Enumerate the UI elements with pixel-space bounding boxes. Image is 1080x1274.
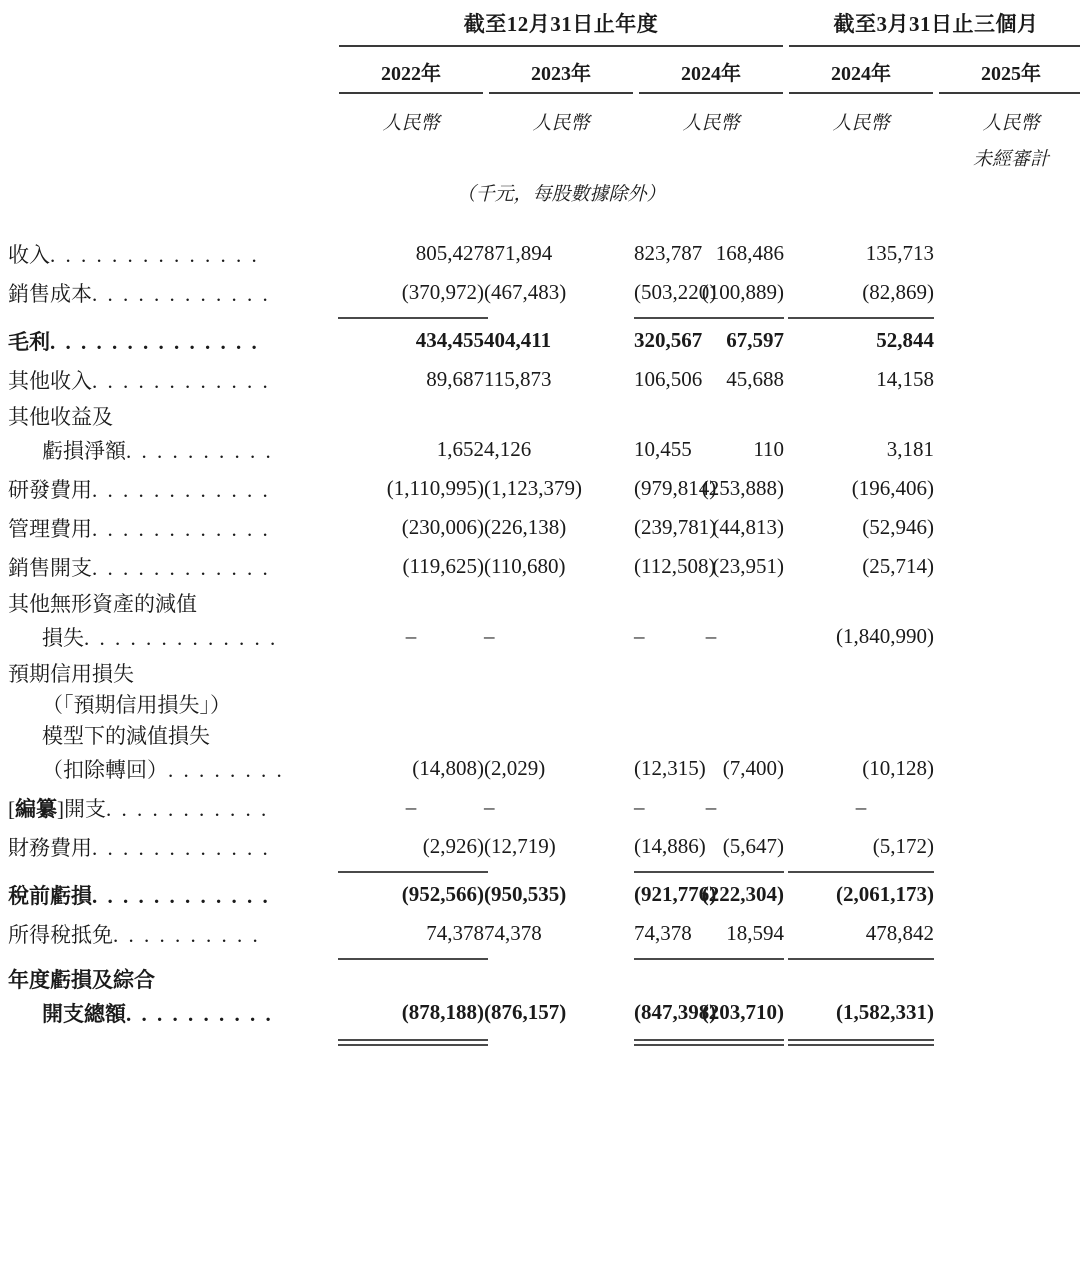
- leader-dots: . . . . . . . . . . . .: [92, 884, 271, 908]
- row-value: 45,688: [726, 367, 785, 391]
- currency-row-label-cell: [8, 95, 338, 141]
- year-row-label-cell: [8, 48, 338, 91]
- row-value: [338, 656, 484, 687]
- row-label: [8, 399, 338, 430]
- col-header-year-1: 2022年: [381, 63, 441, 85]
- row-value: [788, 962, 934, 993]
- row-value: (7,400): [722, 756, 785, 780]
- rule-gutter: [488, 953, 634, 962]
- row-value: (23,951): [712, 554, 785, 578]
- row-value: (14,808): [412, 756, 484, 780]
- row-value: (370,972): [401, 280, 484, 304]
- row-value: 3,181: [886, 437, 935, 461]
- double-underline: [788, 1032, 934, 1046]
- row-value: (847,398): [634, 1000, 717, 1024]
- table-row: [8, 360, 1080, 399]
- subtotal-rule-row: [8, 1032, 1080, 1046]
- row-value: (82,869): [862, 280, 935, 304]
- col-currency-1: 人民幣: [382, 113, 440, 134]
- unaudited-gap-a: [338, 141, 484, 173]
- row-label-text: （「預期信用損失」）: [42, 693, 231, 717]
- row-value: [338, 586, 484, 617]
- units-gap-2: [788, 173, 934, 234]
- row-value: –: [855, 795, 867, 819]
- row-label: [8, 993, 338, 1032]
- row-label: [8, 617, 338, 656]
- row-value: [638, 656, 784, 687]
- double-underline: [338, 1032, 484, 1046]
- leader-dots: . . . . . . . . . . . .: [92, 836, 271, 860]
- table-row: [8, 273, 1080, 312]
- leader-dots: . . . . . . . . . . . .: [92, 478, 271, 502]
- units-gap-4: [938, 173, 1080, 234]
- row-label: [8, 656, 338, 687]
- row-value: [638, 687, 784, 718]
- unaudited-label-cell: [8, 141, 338, 173]
- table-row: [8, 749, 1080, 788]
- row-label-text: 預期信用損失: [8, 662, 134, 686]
- row-label: [8, 962, 338, 993]
- row-label-text: 開支總額: [42, 1002, 126, 1026]
- row-value: (10,128): [862, 756, 935, 780]
- row-value: 805,427: [415, 241, 484, 265]
- row-value: (25,714): [862, 554, 935, 578]
- col-header-year-5: 2025年: [981, 63, 1042, 85]
- header-units-row: [8, 173, 1080, 234]
- leader-dots: . . . . . . . . . . . . . .: [50, 330, 260, 354]
- table-row: [8, 586, 1080, 617]
- row-value: (979,814): [634, 476, 717, 500]
- row-value: [788, 687, 934, 718]
- row-value: 4,126: [484, 437, 532, 461]
- rule-gutter: [488, 312, 634, 321]
- clipped-next-row: [8, 1258, 338, 1272]
- leader-dots: . . . . . . . . . .: [126, 1002, 274, 1026]
- row-label-text: 稅前虧損: [8, 884, 92, 908]
- table-row: [8, 399, 1080, 430]
- table-row: [8, 547, 1080, 586]
- row-value: 115,873: [484, 367, 552, 391]
- row-value: 74,378: [634, 921, 692, 945]
- row-value: (5,647): [722, 834, 785, 858]
- header-unaudited-row: [8, 141, 1080, 173]
- row-value: 871,894: [484, 241, 553, 265]
- subtotal-rule-row: [8, 312, 1080, 321]
- row-value: (921,776): [634, 882, 717, 906]
- unaudited-note: 未經審計: [973, 149, 1050, 170]
- row-value: (467,483): [484, 280, 567, 304]
- row-value: 434,455: [415, 328, 484, 352]
- row-value: (878,188): [401, 1000, 484, 1024]
- units-note: （千元，每股數據除外）: [456, 184, 666, 205]
- header-year-row: [8, 48, 1080, 91]
- row-label: [8, 321, 338, 360]
- table-row: [8, 687, 1080, 718]
- row-value: (119,625): [402, 554, 484, 578]
- row-value: (14,886): [634, 834, 706, 858]
- row-value: [338, 718, 484, 749]
- rule-row-label-pad: [8, 312, 338, 321]
- row-label-text: 其他收益及: [8, 405, 113, 429]
- row-value: 67,597: [726, 328, 785, 352]
- single-underline: [338, 866, 484, 875]
- row-label: [8, 914, 338, 953]
- row-value: –: [405, 795, 417, 819]
- leader-dots: . . . . . . . .: [168, 758, 285, 782]
- row-value: (2,926): [422, 834, 484, 858]
- table-row: [8, 469, 1080, 508]
- row-label: [8, 718, 338, 749]
- table-header: [8, 0, 1080, 234]
- unaudited-gap-g: [788, 141, 934, 173]
- row-value: (222,304): [701, 882, 785, 906]
- row-value: (110,680): [484, 554, 566, 578]
- row-value: (230,006): [401, 515, 484, 539]
- row-label-text: 管理費用: [8, 517, 92, 541]
- row-label-text: 財務費用: [8, 836, 92, 860]
- row-value: 52,844: [876, 328, 935, 352]
- row-label: [8, 360, 338, 399]
- double-underline: [638, 1032, 784, 1046]
- row-label: [8, 788, 338, 827]
- row-value: (226,138): [484, 515, 567, 539]
- row-value: (1,110,995): [386, 476, 484, 500]
- row-value: (239,781): [634, 515, 717, 539]
- row-value: (1,840,990): [836, 624, 935, 648]
- table-row: [8, 718, 1080, 749]
- row-value: (44,813): [712, 515, 785, 539]
- row-value: (1,123,379): [484, 476, 582, 500]
- units-label-cell: [8, 173, 338, 234]
- table-body: [8, 234, 1080, 1046]
- row-value: 168,486: [715, 241, 785, 265]
- row-label-text: 年度虧損及綜合: [8, 968, 155, 992]
- row-value: (112,508): [634, 554, 716, 578]
- row-value: 478,842: [865, 921, 935, 945]
- row-label-text: 銷售成本: [8, 282, 92, 306]
- row-label: [8, 234, 338, 273]
- row-label: [8, 687, 338, 718]
- table-row: [8, 914, 1080, 953]
- row-value: 10,455: [634, 437, 692, 461]
- table-row: [8, 962, 1080, 993]
- row-value: (100,889): [701, 280, 785, 304]
- row-value: 14,158: [876, 367, 935, 391]
- row-value: –: [484, 795, 495, 819]
- single-underline: [638, 312, 784, 321]
- row-label-suffix: ]開支: [57, 797, 106, 821]
- leader-dots: . . . . . . . . . .: [126, 439, 274, 463]
- row-value: (253,888): [701, 476, 785, 500]
- row-value: [788, 586, 934, 617]
- row-value: (952,566): [401, 882, 484, 906]
- leader-dots: . . . . . . . . . . . .: [92, 556, 271, 580]
- row-value: –: [705, 795, 717, 819]
- column-gutter: [488, 788, 634, 827]
- row-value: [788, 656, 934, 687]
- single-underline: [338, 312, 484, 321]
- subtotal-rule-row: [8, 866, 1080, 875]
- row-value: –: [405, 624, 417, 648]
- table-row: [8, 875, 1080, 914]
- row-value: 74,378: [484, 921, 542, 945]
- col-header-year-2: 2023年: [531, 63, 591, 85]
- row-value: [338, 399, 484, 430]
- row-value: 404,411: [484, 328, 552, 352]
- row-value: (203,710): [701, 1000, 785, 1024]
- column-gutter: [488, 687, 634, 718]
- leader-dots: . . . . . . . . . . . . . .: [50, 243, 260, 267]
- group-title-quarterly: 截至3月31日止三個月: [833, 12, 1039, 36]
- row-label-text: 虧損淨額: [42, 439, 126, 463]
- col-header-year-3: 2024年: [681, 63, 742, 85]
- header-corner-cell: [8, 0, 338, 44]
- header-currency-row: [8, 95, 1080, 141]
- rule-gutter: [488, 866, 634, 875]
- column-gutter: [488, 718, 634, 749]
- row-value: [638, 586, 784, 617]
- row-value: [338, 687, 484, 718]
- rule-row-label-pad: [8, 953, 338, 962]
- unaudited-gap-c: [488, 141, 634, 173]
- table-row: [8, 430, 1080, 469]
- table-row: [8, 827, 1080, 866]
- single-underline: [638, 866, 784, 875]
- row-label-text: 其他無形資產的減值: [8, 592, 197, 616]
- leader-dots: . . . . . . . . . . . .: [92, 517, 271, 541]
- row-label-text: 其他收入: [8, 369, 92, 393]
- row-label: [8, 508, 338, 547]
- row-value: [788, 399, 934, 430]
- row-value: (52,946): [862, 515, 935, 539]
- unaudited-gap-e: [638, 141, 784, 173]
- row-value: 823,787: [634, 241, 703, 265]
- row-label: [8, 547, 338, 586]
- table-row: [8, 321, 1080, 360]
- col-currency-2: 人民幣: [532, 113, 590, 134]
- single-underline: [788, 312, 934, 321]
- row-value: [638, 718, 784, 749]
- row-value: (5,172): [872, 834, 935, 858]
- row-value: (12,315): [634, 756, 706, 780]
- row-label-text: 收入: [8, 243, 50, 267]
- row-value: –: [634, 624, 645, 648]
- row-value: (503,220): [634, 280, 717, 304]
- row-value: (876,157): [484, 1000, 567, 1024]
- row-value: (2,029): [484, 756, 546, 780]
- column-gutter: [488, 586, 634, 617]
- col-header-year-4: 2024年: [831, 63, 892, 85]
- row-value: (196,406): [851, 476, 935, 500]
- row-label: [8, 827, 338, 866]
- row-value: 74,378: [426, 921, 484, 945]
- header-group-row: [8, 0, 1080, 44]
- table-row: [8, 508, 1080, 547]
- rule-row-label-pad: [8, 866, 338, 875]
- table-row: [8, 656, 1080, 687]
- income-statement-table: [8, 0, 1080, 1046]
- row-value: 18,594: [726, 921, 785, 945]
- row-value: 320,567: [634, 328, 703, 352]
- row-label: [8, 586, 338, 617]
- row-label-text: 所得稅抵免: [8, 923, 113, 947]
- row-value: (2,061,173): [836, 882, 935, 906]
- row-label-text: 毛利: [8, 330, 50, 354]
- table-row: [8, 617, 1080, 656]
- row-value: 1,652: [436, 437, 484, 461]
- leader-dots: . . . . . . . . . . . .: [92, 369, 271, 393]
- table-row: [8, 234, 1080, 273]
- leader-dots: . . . . . . . . . . . .: [92, 282, 271, 306]
- rule-gutter: [488, 1032, 634, 1046]
- row-value: [638, 962, 784, 993]
- row-label: [8, 469, 338, 508]
- row-value: (950,535): [484, 882, 567, 906]
- row-label-bracket-open: [: [8, 797, 15, 821]
- row-value: [788, 718, 934, 749]
- row-value: (12,719): [484, 834, 556, 858]
- subtotal-rule-row: [8, 953, 1080, 962]
- leader-dots: . . . . . . . . . . . . .: [84, 626, 278, 650]
- row-label-text: 模型下的減值損失: [42, 724, 210, 748]
- row-label-text: 銷售開支: [8, 556, 92, 580]
- leader-dots: . . . . . . . . . . .: [106, 797, 269, 821]
- row-value: [638, 399, 784, 430]
- leader-dots: . . . . . . . . . .: [113, 923, 261, 947]
- row-label-text: 研發費用: [8, 478, 92, 502]
- row-label-bold-term: 編纂: [15, 797, 57, 821]
- row-value: (1,582,331): [836, 1000, 935, 1024]
- column-gutter: [488, 962, 634, 993]
- col-currency-4: 人民幣: [832, 113, 890, 134]
- column-gutter: [488, 399, 634, 430]
- row-value: 135,713: [865, 241, 935, 265]
- group-title-annual: 截至12月31日止年度: [463, 12, 659, 36]
- row-value: –: [634, 795, 645, 819]
- rule-row-label-pad: [8, 1032, 338, 1046]
- col-currency-5: 人民幣: [982, 113, 1040, 134]
- table-row: [8, 788, 1080, 827]
- row-value: [338, 962, 484, 993]
- row-label: [8, 875, 338, 914]
- single-underline: [788, 866, 934, 875]
- table-row: [8, 993, 1080, 1032]
- row-label-text: （扣除轉回）: [42, 758, 168, 782]
- single-underline: [338, 953, 484, 962]
- col-currency-3: 人民幣: [682, 113, 740, 134]
- row-value: 106,506: [634, 367, 703, 391]
- single-underline: [638, 953, 784, 962]
- column-gutter: [488, 617, 634, 656]
- row-value: 110: [753, 437, 785, 461]
- single-underline: [788, 953, 934, 962]
- column-gutter: [488, 656, 634, 687]
- row-label: [8, 273, 338, 312]
- row-label: [8, 430, 338, 469]
- row-label-text: 損失: [42, 626, 84, 650]
- row-value: –: [484, 624, 495, 648]
- row-value: 89,687: [426, 367, 484, 391]
- row-label: [8, 749, 338, 788]
- row-value: –: [705, 624, 717, 648]
